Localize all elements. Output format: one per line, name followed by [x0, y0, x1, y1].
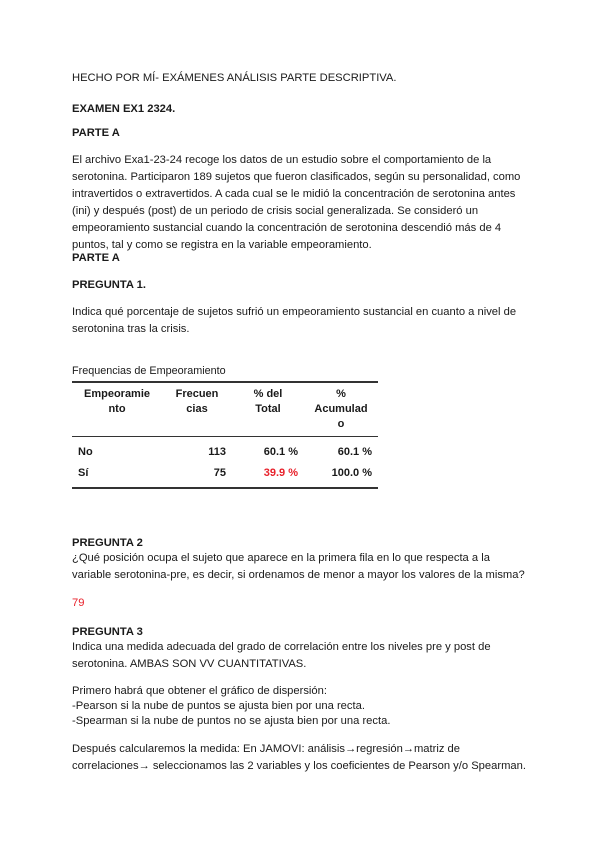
- question-1-text: Indica qué porcentaje de sujetos sufrió un empeoramiento sustancial en cuanto a nivel de serotonina tras la crisis.: [72, 306, 517, 335]
- cell-frequency: 113: [208, 446, 226, 458]
- question-3-step-2: Después calcularemos la medida: En JAMOVI: análisis→regresión→matriz de correlaciones→ seleccionamos las 2 variables y los coeficientes de Pearson y/o Spearman.: [72, 743, 526, 772]
- header-empeoramiento: Empeoramie nto: [83, 388, 151, 415]
- cell-pct-total-highlighted: 39.9 %: [263, 467, 298, 479]
- table-row: [72, 437, 378, 464]
- cell-pct-cumulative: 60.1 %: [337, 446, 372, 458]
- cell-pct-total: 60.1 %: [263, 446, 298, 458]
- question-3-title: PREGUNTA 3: [72, 626, 143, 638]
- part-a-heading: PARTE A: [72, 127, 120, 139]
- question-3-step-1: Primero habrá que obtener el gráfico de dispersión:: [72, 685, 327, 697]
- question-3-bullet-pearson: -Pearson si la nube de puntos se ajusta bien por una recta.: [72, 700, 365, 712]
- header-pct-acumulado: % Acumulad o: [314, 388, 368, 430]
- exam-title: EXAMEN EX1 2324.: [72, 103, 176, 115]
- table-row: [72, 463, 378, 488]
- cell-category: No: [78, 446, 93, 458]
- question-3-text: Indica una medida adecuada del grado de correlación entre los niveles pre y post de serotonina. AMBAS SON VV CUANTITATIVAS.: [72, 641, 491, 670]
- header-frecuencias: Frecuen cias: [175, 388, 219, 415]
- table-caption: Frequencias de Empeoramiento: [72, 365, 226, 377]
- table-header-row: [72, 382, 378, 437]
- header-pct-total: % del Total: [253, 388, 283, 415]
- cell-category: Sí: [78, 467, 89, 479]
- question-2-text: ¿Qué posición ocupa el sujeto que aparece en la primera fila en lo que respecta a la variable serotonina-pre, es decir, si ordenamos de menor a mayor los valores de la misma?: [72, 552, 525, 581]
- document-header: HECHO POR MÍ- EXÁMENES ANÁLISIS PARTE DESCRIPTIVA.: [72, 72, 397, 84]
- question-3-bullet-spearman: -Spearman si la nube de puntos no se ajusta bien por una recta.: [72, 715, 391, 727]
- cell-pct-cumulative: 100.0 %: [331, 467, 372, 479]
- intro-paragraph: El archivo Exa1-23-24 recoge los datos de un estudio sobre el comportamiento de la serotonina. Participaron 189 sujetos que fueron clasificados, según su personalidad, como intravertidos o extravertidos. A cada cual se le midió la concentración de serotonina antes (ini) y después (post) de un periodo de crisis social generalizada. Se consideró un empeoramiento sustancial cuando la concentración de serotonina descendió más de 4 puntos, tal y como se registra en la variable empeoramiento.: [72, 154, 521, 251]
- part-a-heading-2: PARTE A: [72, 252, 120, 264]
- frequency-table: [72, 381, 378, 489]
- question-2-title: PREGUNTA 2: [72, 537, 143, 549]
- question-1-title: PREGUNTA 1.: [72, 279, 146, 291]
- cell-frequency: 75: [213, 467, 226, 479]
- question-2-answer: 79: [72, 597, 85, 609]
